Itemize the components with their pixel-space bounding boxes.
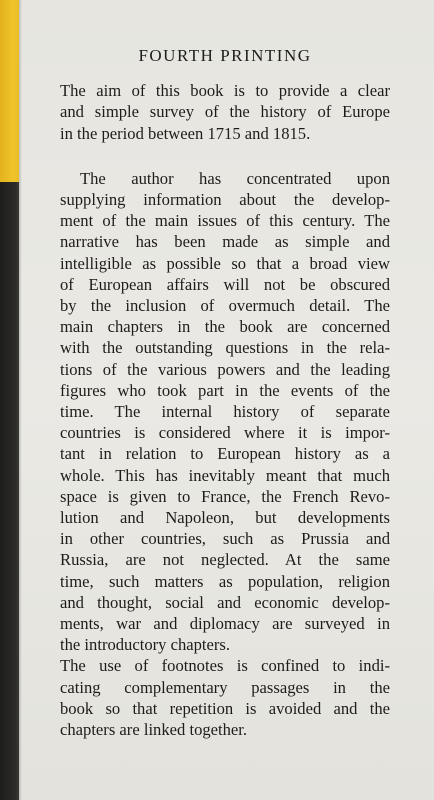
printing-heading: FOURTH PRINTING <box>138 46 312 65</box>
text-line: whole. This has inevitably meant that much <box>60 465 390 485</box>
text-line: lution and Napoleon, but developments <box>60 508 390 528</box>
text-line: ment of the main issues of this century. The <box>60 211 390 231</box>
text-line: Russia, are not neglected. At the same <box>60 550 390 570</box>
text-line: tant in relation to European history as a <box>60 444 390 464</box>
text-line: in other countries, such as Prussia and <box>60 529 390 549</box>
paragraph-footnotes <box>60 655 390 740</box>
spine-dark-band <box>0 182 19 800</box>
text-line: chapters are linked together. <box>60 720 248 740</box>
text-line: of European affairs will not be obscured <box>60 274 390 294</box>
text-line: by the inclusion of overmuch detail. The <box>60 296 390 316</box>
text-line: in the period between 1715 and 1815. <box>60 123 311 143</box>
text-line: book so that repetition is avoided and the <box>60 698 390 718</box>
spine-shadow <box>19 0 22 800</box>
text-line: time, such matters as population, religion <box>60 571 390 591</box>
flap-text <box>60 40 390 740</box>
spine-yellow-band <box>0 0 19 182</box>
text-line: The aim of this book is to provide a clear <box>60 81 390 101</box>
text-line: intelligible as possible so that a broad view <box>60 253 390 273</box>
text-line: space is given to France, the French Revo- <box>60 486 390 506</box>
text-line: cating complementary passages in the <box>60 677 390 697</box>
text-line: figures who took part in the events of the <box>60 380 390 400</box>
text-line: main chapters in the book are concerned <box>60 317 390 337</box>
text-line: tions of the various powers and the leading <box>60 359 390 379</box>
text-line: ments, war and diplomacy are surveyed in <box>60 614 390 634</box>
text-line: narrative has been made as simple and <box>60 232 390 252</box>
text-line: The use of footnotes is confined to indi- <box>60 656 390 676</box>
text-line: The author has concentrated upon <box>80 168 390 188</box>
text-line: supplying information about the develop- <box>60 190 390 210</box>
text-line: countries is considered where it is impor- <box>60 423 390 443</box>
paragraph-author <box>60 168 390 656</box>
text-line: and simple survey of the history of Europe <box>60 102 390 122</box>
text-line: and thought, social and economic develop- <box>60 592 390 612</box>
text-line: the introductory chapters. <box>60 635 231 655</box>
text-line: time. The internal history of separate <box>60 402 390 422</box>
paragraph-aim <box>60 80 390 144</box>
text-line: with the outstanding questions in the rela- <box>60 338 390 358</box>
